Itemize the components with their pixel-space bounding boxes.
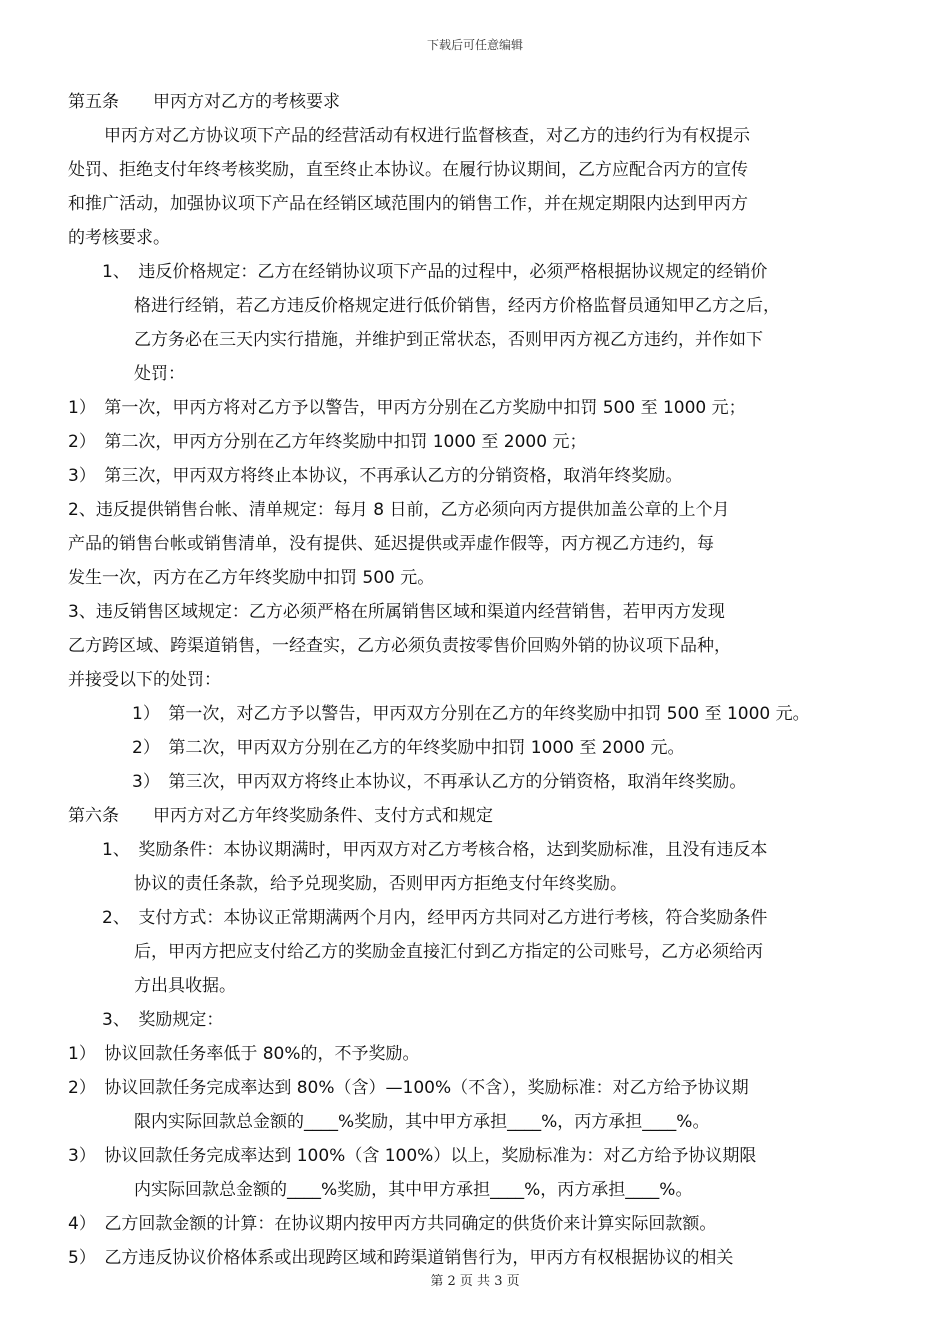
list-item-continuation: 协议的责任条款，给予兑现奖励，否则甲丙方拒绝支付年终奖励。 — [134, 874, 627, 894]
list-item: 2、违反提供销售台帐、清单规定：每月 8 日前，乙方必须向丙方提供加盖公章的上个月 — [68, 500, 730, 520]
sub-item: 1） 协议回款任务率低于 80%的，不予奖励。 — [68, 1044, 420, 1064]
list-item: 1、 奖励条件：本协议期满时，甲丙双方对乙方考核合格，达到奖励标准，且没有违反本 — [102, 840, 768, 860]
list-item-continuation: 后，甲丙方把应支付给乙方的奖励金直接汇付到乙方指定的公司账号，乙方必须给丙 — [134, 942, 763, 962]
sub-item-continuation: 内实际回款总金额的____%奖励，其中甲方承担____%，丙方承担____%。 — [134, 1180, 693, 1200]
sub-item: 5） 乙方违反协议价格体系或出现跨区域和跨渠道销售行为，甲丙方有权根据协议的相关 — [68, 1248, 734, 1268]
sub-item: 2） 第二次，甲丙方分别在乙方年终奖励中扣罚 1000 至 2000 元； — [68, 432, 587, 452]
sub-item: 3） 第三次，甲丙双方将终止本协议，不再承认乙方的分销资格，取消年终奖励。 — [68, 466, 683, 486]
sub-item: 3） 协议回款任务完成率达到 100%（含 100%）以上，奖励标准为：对乙方给予协议期限 — [68, 1146, 757, 1166]
list-item-continuation: 产品的销售台帐或销售清单，没有提供、延迟提供或弄虚作假等，丙方视乙方违约，每 — [68, 534, 714, 554]
list-item-continuation: 方出具收据。 — [134, 976, 236, 996]
page-footer: 第 2 页 共 3 页 — [430, 1274, 520, 1289]
document-body — [68, 85, 868, 1275]
sub-item: 2） 协议回款任务完成率达到 80%（含）—100%（不含），奖励标准：对乙方给予协议期 — [68, 1078, 749, 1098]
paragraph-line: 的考核要求。 — [68, 228, 170, 248]
list-item: 1、 违反价格规定：乙方在经销协议项下产品的过程中，必须严格根据协议规定的经销价 — [102, 262, 768, 282]
list-item: 3、 奖励规定： — [102, 1010, 224, 1030]
list-item: 3、违反销售区域规定：乙方必须严格在所属销售区域和渠道内经营销售，若甲丙方发现 — [68, 602, 725, 622]
paragraph-line: 处罚、拒绝支付年终考核奖励，直至终止本协议。在履行协议期间，乙方应配合丙方的宣传 — [68, 160, 748, 180]
page-header: 下载后可任意编辑 — [426, 38, 523, 52]
article-5-heading: 第五条 甲丙方对乙方的考核要求 — [68, 92, 340, 112]
article-6-heading: 第六条 甲丙方对乙方年终奖励条件、支付方式和规定 — [68, 806, 493, 826]
sub-item: 2） 第二次，甲丙双方分别在乙方的年终奖励中扣罚 1000 至 2000 元。 — [132, 738, 685, 758]
list-item-continuation: 处罚： — [134, 364, 185, 384]
list-item: 2、 支付方式：本协议正常期满两个月内，经甲丙方共同对乙方进行考核，符合奖励条件 — [102, 908, 768, 928]
sub-item: 3） 第三次，甲丙双方将终止本协议，不再承认乙方的分销资格，取消年终奖励。 — [132, 772, 747, 792]
sub-item-continuation: 限内实际回款总金额的____%奖励，其中甲方承担____%，丙方承担____%。 — [134, 1112, 710, 1132]
sub-item: 1） 第一次，对乙方予以警告，甲丙双方分别在乙方的年终奖励中扣罚 500 至 1000 元。 — [132, 704, 810, 724]
list-item-continuation: 格进行经销，若乙方违反价格规定进行低价销售，经丙方价格监督员通知甲乙方之后， — [134, 296, 780, 316]
sub-item: 1） 第一次，甲丙方将对乙方予以警告，甲丙方分别在乙方奖励中扣罚 500 至 1000 元； — [68, 398, 746, 418]
list-item-continuation: 并接受以下的处罚： — [68, 670, 221, 690]
paragraph-line: 和推广活动，加强协议项下产品在经销区域范围内的销售工作，并在规定期限内达到甲丙方 — [68, 194, 748, 214]
paragraph-line: 甲丙方对乙方协议项下产品的经营活动有权进行监督核查，对乙方的违约行为有权提示 — [104, 126, 750, 146]
list-item-continuation: 乙方跨区域、跨渠道销售，一经查实，乙方必须负责按零售价回购外销的协议项下品种， — [68, 636, 731, 656]
list-item-continuation: 乙方务必在三天内实行措施，并维护到正常状态，否则甲丙方视乙方违约，并作如下 — [134, 330, 763, 350]
sub-item: 4） 乙方回款金额的计算：在协议期内按甲丙方共同确定的供货价来计算实际回款额。 — [68, 1214, 717, 1234]
list-item-continuation: 发生一次，丙方在乙方年终奖励中扣罚 500 元。 — [68, 568, 435, 588]
